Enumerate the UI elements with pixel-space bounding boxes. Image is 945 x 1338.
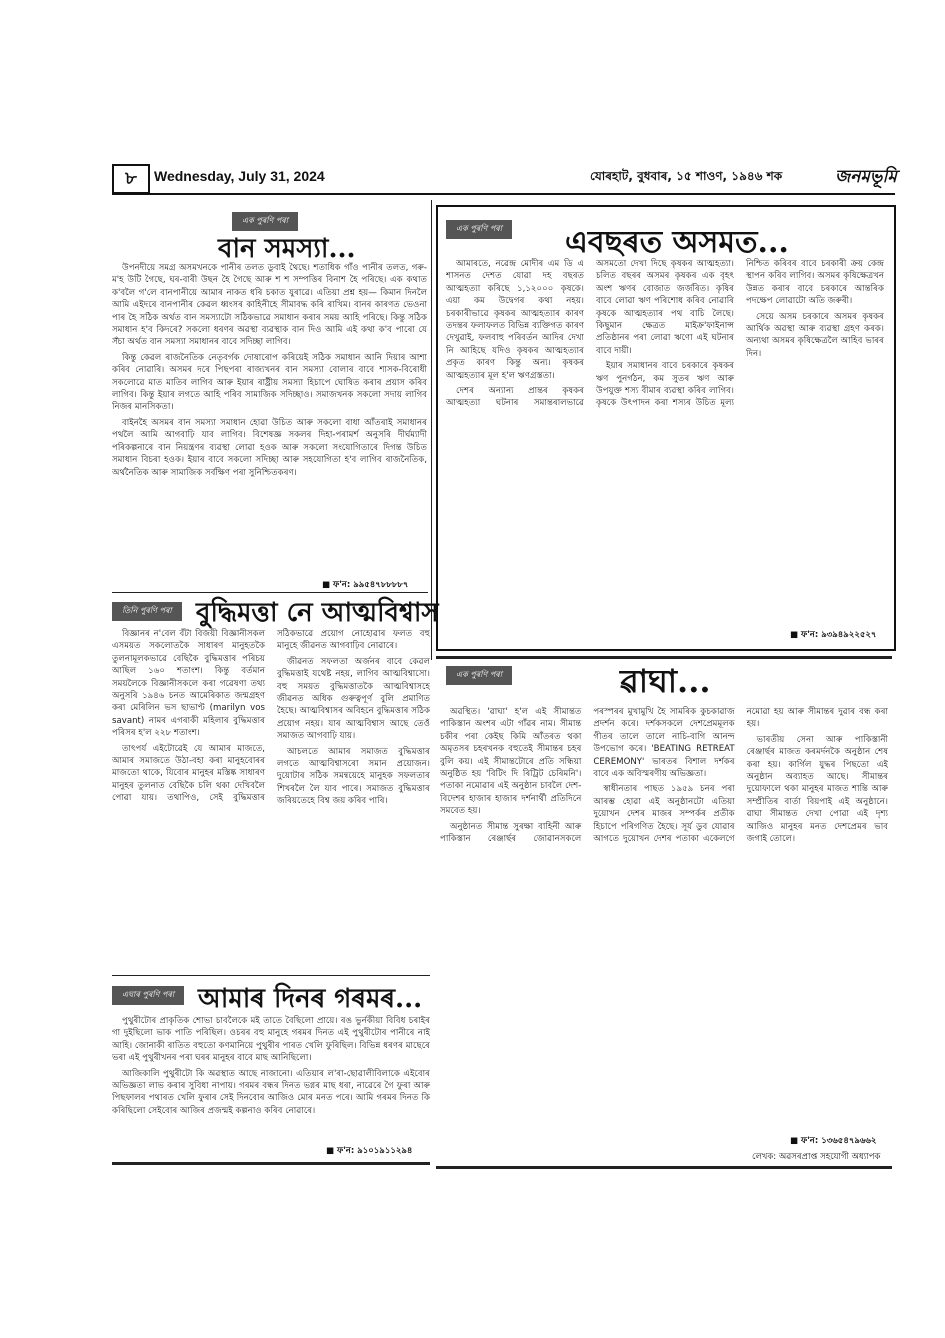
wagah-author: লেখক: অৱসৰপ্ৰাপ্ত সহযোগী অধ্যাপক <box>752 1152 881 1162</box>
wagah-paragraph: অৱস্থিত। 'ৱাঘা' হ'ল এই সীমান্তত পাকিস্তান অংশৰ এটা গাঁৱৰ নাম। সীমান্ত চকীৰ পৰা কেইছ কিমি আঁতৰত থকা অমৃতসৰ চহৰখনক বহুতেই সীমান্তৰ চহৰ বুলি কয়। এই সীমান্তটোৰে প্ৰতি সন্ধিয়া অনুষ্ঠিত হয় 'বিটিং দি ৰিট্ৰিট চেৰিমনি'। পতাকা নমোৱাৰ এই অনুষ্ঠান চাবলৈ দেশ-বিদেশৰ হাজাৰ হাজাৰ দৰ্শনাৰ্থী প্ৰতিদিনে সমবেত হয়। <box>440 707 582 817</box>
assam-continued-tag: এক পুৰণি পৰা <box>446 220 512 239</box>
intelligence-body <box>112 628 430 968</box>
assam-paragraph: সেয়ে অসম চৰকাৰে অসমৰ কৃষকৰ আৰ্থিক অৱস্থা আৰু ব্যৱস্থা গ্ৰহণ কৰক। অন্যথা অসমৰ কৃষিক্ষেত্ৰলৈ আহিব ভাৰৰ দিন। <box>746 311 884 359</box>
assam-phone: ■ ফ'ন: ৯৩৯৪৯২২৫২৭ <box>790 630 877 640</box>
flood-paragraph: বাইনহৈ অসমৰ বান সমস্যা সমাধান হোৱা উচিত আৰু সকলো বাধা আঁতৰাই সমাধানৰ পথলৈ আমি আগবাঢ়ি যাব লাগিব। বিশেষজ্ঞ সকলৰ দিহা-পৰামৰ্শ অনুসৰি দীৰ্ঘম্যাদী পৰিকল্পনাৰে বান নিয়ন্ত্ৰণৰ ব্যৱস্থা লোৱা হওক আৰু সকলো সংযোগিতাৰে দিগন্ত উচিত সমাধান বিচৰা হওক। ইয়াৰ বাবে সকলো সদিচ্ছা আৰু সহযোগিতা হ'ব লাগিব ৰাজনৈতিক, অৰ্থনৈতিক আৰু সামাজিক সৰ্বক্ষিণ পৰা সুনিশ্চিতকৰণ। <box>112 417 427 478</box>
gorom-paragraph: পুথুৰীটোৰ প্ৰাকৃতিক শোভা চাবলৈকে মই তাতে বৈছিলো প্ৰায়ে। ৰঙ ভুৰ্নকীয়া বিবিধ চৰাইৰ গা দুইছিলো ভাক পাতি পৰিছিল। ওচৰৰ বহু মানুহে গৰমৰ দিনত এই পুথুৰীটোৰ পানীৰে নাই আহি। জোনাকী ৰাতিত বহুতো কণমানিয়ে পুথুৰীৰ পাৰত খেলি ফুৰিছিল। বিভিন্ন ধৰণৰ মাছেৰে ভৰা এই পুথুৰীখনৰ পৰা ঘৰৰ মানুহৰ বাবে মাছ আনিছিলো। <box>112 1016 430 1064</box>
gorom-paragraph: আজিকালি পুথুৰীটো কি অৱস্থাত আছে নাজানো। এতিয়াৰ ল'ৰা-ছোৱালীবিলাকে এইবোৰ অভিজ্ঞতা লাভ কৰাৰ সুবিধা নাপায়। গৰমৰ বন্ধৰ দিনত ভগ্নৰ মাছ ধৰা, নাৱেৰে গৈ ফুৰা আৰু পিছফালৰ পথাৰত খেলি ফুৰাৰ সেই দিনবোৰ আজিও মোৰ মনত পৰে। আমি গৰমৰ দিনত কি কৰিছিলো সেইবোৰ আজিৰ প্ৰজন্মই কল্পনাও কৰিব নোৱাৰে। <box>112 1068 430 1116</box>
header-assamese-date: যোৰহাট, বুধবাৰ, ১৫ শাওণ, ১৯৪৬ শক <box>590 169 783 183</box>
flood-paragraph: কিন্তু কেৱল ৰাজনৈতিক নেতৃবৰ্গক দোষাৰোপ কৰিয়েই সঠিক সমাধান আনি দিয়াৰ আশা কৰিব নোৱাৰি। অসমৰ দৰে পিছপৰা ৰাজ্যখনৰ বান সমস্যা বোলাৰ বাবে শাসক-বিৰোধী সকলোৱে মাত মাতিব লাগিব আৰু ইয়াৰ ৰাষ্ট্ৰীয় সমস্যা হিচাপে ঘোষিত কৰাৰ প্ৰয়াস কৰিব লাগিব। কিন্তু ইয়াৰ লগতে আহি পৰিব সামাজিক সদিচ্ছাও। সমাজখনক সকলো সদায় লাগিব নিজৰ মানসিকতা। <box>112 352 427 413</box>
intelligence-paragraph: তাৎপৰ্য এইটোৱেই যে আমাৰ মাজতে, আমাৰ সমাজতে উঠা-বহা কৰা মানুহবোৰৰ মাজতো থাকে, যিবোৰ মানুহৰ মস্তিষ্ক সাধাৰণ মানুহৰ তুলনাত বেছিকৈ চলি থকা দেখিবলৈ পোৱা যায়। তথাপিও, সেই বুদ্ধিমত্তাৰ সঠিকভাৱে প্ৰয়োগ নোহোৱাৰ ফলত বহু মানুহে জীৱনত আগবাঢ়িব নোৱাৰে। <box>112 629 430 804</box>
wagah-headline: ৱাঘা... <box>620 662 711 700</box>
assam-body <box>446 258 884 628</box>
header-date: Wednesday, July 31, 2024 <box>154 168 325 184</box>
gorom-headline: আমাৰ দিনৰ গৰমৰ... <box>198 984 423 1014</box>
intelligence-paragraph: আচলতে আমাৰ সমাজত বুদ্ধিমত্তাৰ লগতে আত্মবিশ্বাসৰো সমান প্ৰয়োজন। দুয়োটাৰ সঠিক সমন্বয়েহে মানুহক সফলতাৰ শিখৰলৈ লৈ যাব পাৰে। সমাজত বুদ্ধিমত্তাৰ জৰিয়তেহে বিশ্ব জয় কৰিব পাৰি। <box>277 746 430 807</box>
wagah-paragraph: ভাৰতীয় সেনা আৰু পাকিস্তানী ৰেঞ্জাৰ্ছৰ মাজত কৰমৰ্দনকৈ অনুষ্ঠান শেষ কৰা হয়। কাৰ্গিল যুদ্ধৰ পিছতো এই অনুষ্ঠান অব্যাহত আছে। সীমান্তৰ দুয়োফালে থকা মানুহৰ মাজত শান্তি আৰু সম্প্ৰীতিৰ বাৰ্তা বিয়পাই এই অনুষ্ঠানে। ৱাঘা সীমান্তত দেখা পোৱা এই দৃশ্য আজিও মানুহৰ মনত দেশপ্ৰেমৰ ভাব জগাই তোলে। <box>746 734 888 845</box>
intelligence-paragraph: বিজ্ঞানৰ ন'বেল বঁটা বিজয়ী বিজ্ঞানীসকল এসময়ত সকলোতকৈ সাধাৰণ মানুহতকৈ তুলনামূলকভাৱে বেছিকৈ বুদ্ধিমত্তাৰ পৰিচয় আছিল ১৬০ শতাংশ। কিন্তু বৰ্তমান সময়লৈকে বিজ্ঞানীসকলে কৰা গৱেষণা তথ্য অনুসৰি ১৯৪৬ চনত আমেৰিকাত জন্মগ্ৰহণ কৰা মেৰিলিন ভস ছাভাণ্ট (marilyn vos savant) নামৰ এগৰাকী মহিলাৰ বুদ্ধিমত্তাৰ পৰিসৰ হ'ল ২২৮ শতাংশ। <box>112 629 265 739</box>
wagah-paragraph: অনুষ্ঠানত সীমান্ত সুৰক্ষা বাহিনী আৰু পাকিস্তান ৰেঞ্জাৰ্ছৰ জোৱানসকলে পৰস্পৰৰ মুখামুখি হৈ সামৰিক কুচকাৱাজ প্ৰদৰ্শন কৰে। দৰ্শকসকলে দেশপ্ৰেমমূলক গীতৰ তালে তালে নাচি-বাগি আনন্দ উপভোগ কৰে। 'BEATING RETREAT CEREMONY' ভাৰতৰ বিশাল দৰ্শকৰ বাবে এক অবিস্মৰণীয় অভিজ্ঞতা। <box>440 707 735 845</box>
wagah-body <box>440 706 888 1132</box>
gorom-body <box>112 1015 430 1137</box>
wagah-continued-tag: এক পুৰণি পৰা <box>446 666 512 685</box>
flood-phone: ■ ফ'ন: ৯৯৫৪৭৮৮৮৮৭ <box>322 580 409 590</box>
page-number: ৮ <box>112 164 150 194</box>
gorom-continued-tag: এঘাৰ পুৰণি পৰা <box>112 986 184 1005</box>
assam-paragraph: দেশৰ অন্যান্য প্ৰান্তৰ কৃষকৰ আত্মহত্যা ঘটনাৰ সমান্তৰালভাৱে অসমতো দেখা দিছে কৃষকৰ আত্মহত্যা। চলিত বছৰৰ অসমৰ কৃষকৰ এক বৃহৎ অংশ ঋণৰ বোজাত জৰ্জৰিত। কৃষিৰ বাবে লোৱা ঋণ পৰিশোধ কৰিব নোৱাৰি কৃষকে আত্মহত্যাৰ পথ বাচি লৈছে। কিছুমান ক্ষেত্ৰত মাইক্ৰ'ফাইনান্স প্ৰতিষ্ঠানৰ পৰা লোৱা ঋণো এই ঘটনাৰ বাবে দায়ী। <box>446 259 734 409</box>
column-divider <box>431 200 432 660</box>
flood-continued-tag: এক পুৰণি পৰা <box>232 212 298 231</box>
header-rule <box>112 193 895 195</box>
intelligence-continued-tag: তিনি পুৰণি পৰা <box>112 602 182 621</box>
wagah-phone: ■ ফ'ন: ১৩৬৫৪৭৯৬৬২ <box>790 1136 877 1146</box>
newspaper-logo: জনমভূমি <box>835 167 897 187</box>
flood-body <box>112 262 427 572</box>
gorom-end-rule <box>112 1162 430 1165</box>
flood-paragraph: উপনদীয়ে সমগ্ৰ অসমখনকে পানীৰ তলত ডুবাই থৈছে। শতাধিক গাঁও পানীৰ তলত, গৰু-ম'হ উটি গৈছে, ঘৰ-বাৰী উছন হৈ গৈছে আৰু শ শ সম্পত্তিৰ বিনাশ হৈ পৰিছে। এক কথাত ক'বলৈ গ'লে বানপানীয়ে আমাৰ নাকত ধৰি চকাত যুৰাৱে। এতিয়া প্ৰশ্ন হয়— কিমান দিনলৈ আমি এইদৰে বানপানীৰ কেৱল ধ্বংসৰ কাহিনীহে সীমাবদ্ধ কৰি ৰাখিম। বানৰ কাৰণত ভেওনা পাৰ হৈ সঠিক অৰ্থত বান সমস্যাটো সঠিকভাৱে সমাধান কৰাৰ সময় আহি পৰিছে। কিন্তু সঠিক সমাধান হ'ব কিদৰে? সকলো ধৰণৰ অৱস্থা ব্যৱস্থাক বান দিও আমি এই কথা ক'ব পাৰো যে সঁচা অৰ্থত বান সমস্যা সমাধানৰ বাবে সদিচ্ছা লাগিব। <box>112 263 427 348</box>
intelligence-paragraph: জীৱনত সফলতা অৰ্জনৰ বাবে কেৱল বুদ্ধিমত্তাই যথেষ্ট নহয়, লাগিব আত্মবিশ্বাসো। বহু সময়ত বুদ্ধিমত্তাতকৈ আত্মবিশ্বাসহে জীৱনত অধিক গুৰুত্বপূৰ্ণ বুলি প্ৰমাণিত হৈছে। আত্মবিশ্বাসৰ অবিহনে বুদ্ধিমত্তাৰ সঠিক প্ৰয়োগ নহয়। যাৰ আত্মবিশ্বাস আছে তেওঁ সমাজত আগবাঢ়ি যায়। <box>277 656 430 742</box>
assam-paragraph: ইয়াৰ সমাধানৰ বাবে চৰকাৰে কৃষকৰ ঋণ পুনৰ্গঠন, কম সুতৰ ঋণ আৰু উপযুক্ত শস্য বীমাৰ ব্যৱস্থা কৰিব লাগিব। কৃষকে উৎপাদন কৰা শস্যৰ উচিত মূল্য নিশ্চিত কৰিবৰ বাবে চৰকাৰী ক্ৰয় কেন্দ্ৰ স্থাপন কৰিব লাগিব। অসমৰ কৃষিক্ষেত্ৰখন উন্নত কৰাৰ বাবে চৰকাৰে আন্তৰিক পদক্ষেপ লোৱাটো অতি জৰুৰী। <box>596 259 884 409</box>
gorom-phone: ■ ফ'ন: ৯১০১৯১১২৯৪ <box>326 1146 413 1156</box>
assam-headline: এবছৰত অসমত... <box>565 225 789 260</box>
intelligence-headline: বুদ্ধিমত্তা নে আত্মবিশ্বাস <box>196 598 439 628</box>
intelligence-end-rule <box>112 975 430 976</box>
assam-paragraph: আমাৰতে, নৱেন্দ্ৰ মোদীৰ এম ডি এ শাসনত দেশত যোৱা দহ বছৰত আত্মহত্যা কৰিছে ১,১২০০০ কৃষকে। এয়া কম উদ্বেগৰ কথা নহয়। চৰকাৰীভাৱে কৃষকৰ আত্মহত্যাৰ কাৰণ তদন্তৰ ফলাফলত বিভিন্ন ব্যক্তিগত কাৰণ দেখুৱাই, ফলবাহু পৰিবৰ্তন আদিৰ দেখা নি আহিছে যদিও কৃষকৰ আত্মহত্যাৰ প্ৰকৃত কাৰণ কিন্তু অন্য। কৃষকৰ আত্মহত্যাৰ মূল হ'ল ঋণগ্ৰস্ততা। <box>446 259 584 381</box>
wagah-paragraph: স্বাধীনতাৰ পাছত ১৯৫৯ চনৰ পৰা আৰম্ভ হোৱা এই অনুষ্ঠানটো এতিয়া দুয়োখন দেশৰ মাজৰ সম্পৰ্কৰ প্ৰতীক হিচাপে পৰিগণিত হৈছে। সূৰ্য ডুব যোৱাৰ আগতে দুয়োখন দেশৰ পতাকা একেলগে নমোৱা হয় আৰু সীমান্তৰ দুৱাৰ বন্ধ কৰা হয়। <box>593 707 888 845</box>
flood-headline: বান সমস্যা... <box>218 234 356 264</box>
wagah-end-rule <box>436 1166 892 1169</box>
